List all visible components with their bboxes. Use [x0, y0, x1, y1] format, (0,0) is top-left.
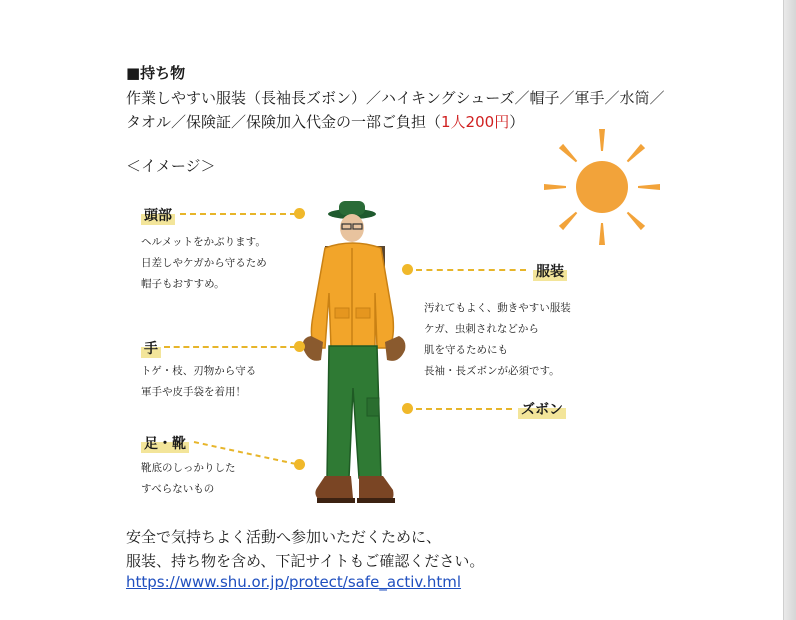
connector-head [180, 213, 296, 215]
tag-head: 頭部 [141, 205, 175, 225]
marker-head [294, 208, 305, 219]
belongings-line-2: タオル／保険証／保険加入代金の一部ご負担（1人200円） [126, 113, 525, 131]
sun-icon [540, 125, 664, 249]
marker-hands [294, 341, 305, 352]
closing-line-2: 服装、持ち物を含め、下記サイトもご確認ください。 [126, 552, 485, 570]
tag-clothes: 服装 [533, 261, 567, 281]
safety-info-link[interactable]: https://www.shu.or.jp/protect/safe_activ.html [126, 573, 462, 591]
marker-clothes [402, 264, 413, 275]
connector-clothes [416, 269, 526, 271]
desc-feet: 靴底のしっかりした すべらないもの [141, 462, 236, 495]
belongings-line-1: 作業しやすい服装（長袖長ズボン）／ハイキングシューズ／帽子／軍手／水筒／ [126, 89, 665, 107]
closing-text [126, 525, 484, 573]
desc-hands: トゲ・枝、刃物から守る 軍手や皮手袋を着用！ [141, 365, 257, 398]
tag-feet: 足・靴 [141, 433, 189, 453]
marker-pants [402, 403, 413, 414]
marker-feet [294, 459, 305, 470]
desc-clothes: 汚れてもよく、動きやすい服装 ケガ、虫刺されなどから 肌を守るためにも 長袖・長ズボンが必須です。 [424, 302, 571, 377]
price-text: 1人200円 [441, 113, 510, 131]
tag-hands: 手 [141, 338, 161, 358]
connector-pants [416, 408, 512, 410]
belongings-heading: ■持ち物 [126, 64, 186, 82]
page-edge [784, 0, 796, 620]
desc-head: ヘルメットをかぶります。 日差しやケガから守るため 帽子もおすすめ。 [141, 236, 267, 290]
closing-line-1: 安全で気持ちよく活動へ参加いただくために、 [126, 528, 442, 546]
hiker-illustration [295, 198, 415, 510]
connector-hands [164, 346, 296, 348]
tag-pants: ズボン [518, 399, 566, 419]
image-section-label: ＜イメージ＞ [126, 157, 216, 175]
